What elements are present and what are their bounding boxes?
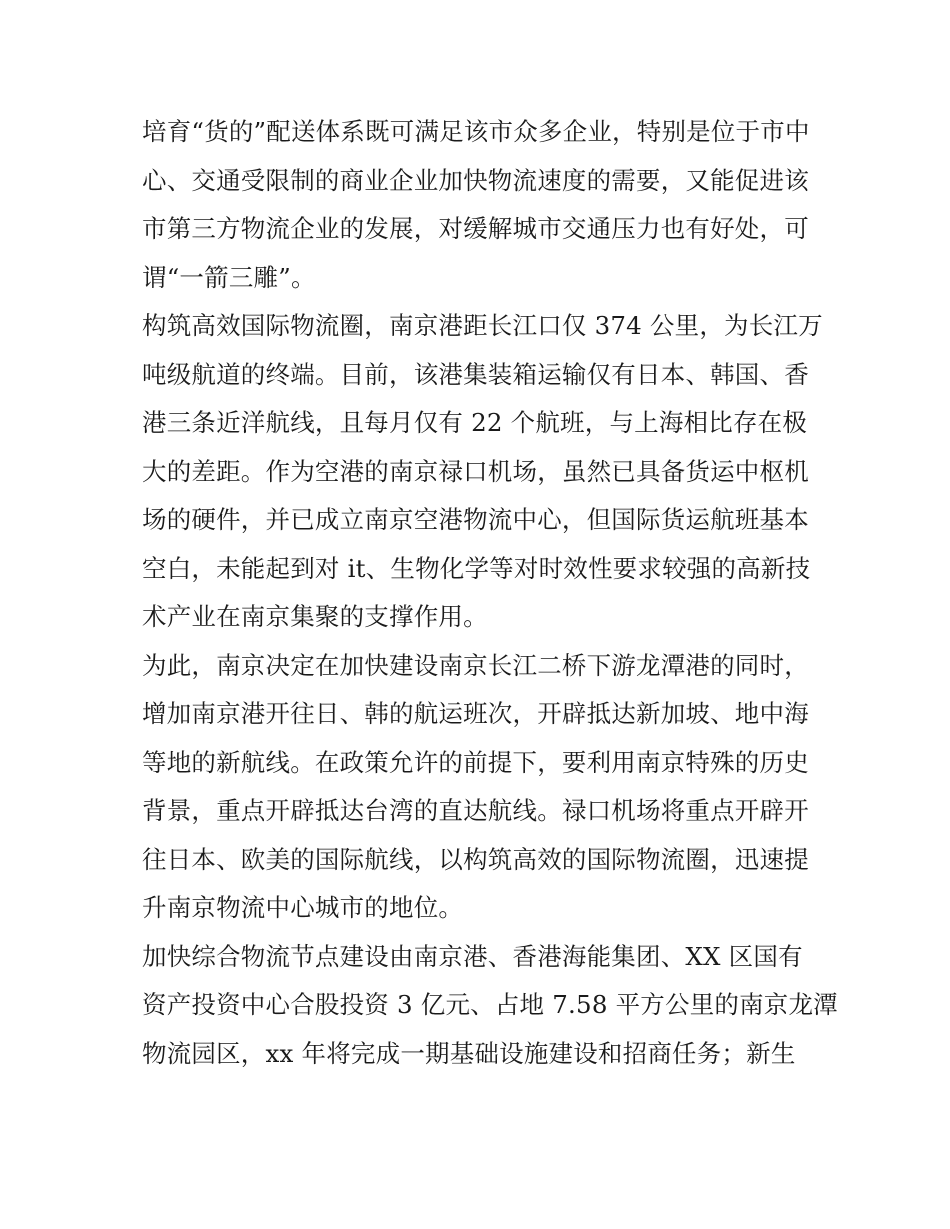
text-line: 构筑高效国际物流圈，南京港距长江口仅 374 公里，为长江万	[142, 311, 823, 340]
text-line: 市第三方物流企业的发展，对缓解城市交通压力也有好处，可	[142, 214, 809, 243]
text-line: 谓“一箭三雕”。	[142, 262, 316, 292]
text-line: 培育“货的”配送体系既可满足该市众多企业，特别是位于市中	[142, 117, 810, 146]
text-line: 背景，重点开辟抵达台湾的直达航线。禄口机场将重点开辟开	[142, 796, 809, 825]
text-line: 为此，南京决定在加快建设南京长江二桥下游龙潭港的同时，	[142, 650, 809, 680]
text-line: 等地的新航线。在政策允许的前提下，要利用南京特殊的历史	[142, 747, 809, 777]
text-line: 升南京物流中心城市的地位。	[142, 893, 464, 922]
text-line: 资产投资中心合股投资 3 亿元、占地 7.58 平方公里的南京龙潭	[142, 990, 838, 1019]
text-line: 往日本、欧美的国际航线，以构筑高效的国际物流圈，迅速提	[142, 844, 809, 874]
paragraph-shipping-routes	[142, 642, 812, 933]
text-line: 大的差距。作为空港的南京禄口机场，虽然已具备货运中枢机	[142, 456, 809, 486]
paragraph-international-logistics	[142, 302, 823, 642]
text-line: 港三条近洋航线，且每月仅有 22 个航班，与上海相比存在极	[142, 408, 808, 437]
text-line: 吨级航道的终端。目前，该港集装箱运输仅有日本、韩国、香	[142, 359, 809, 389]
paragraph-logistics-nodes	[142, 933, 838, 1079]
text-line: 空白，未能起到对 it、生物化学等对时效性要求较强的高新技	[142, 553, 811, 583]
document-body	[142, 108, 838, 1078]
text-line: 物流园区，xx 年将完成一期基础设施建设和招商任务；新生	[142, 1038, 796, 1068]
paragraph-freight-delivery	[142, 108, 812, 302]
text-line: 增加南京港开往日、韩的航运班次，开辟抵达新加坡、地中海	[142, 699, 809, 728]
text-line: 加快综合物流节点建设由南京港、香港海能集团、XX 区国有	[142, 941, 803, 971]
text-line: 心、交通受限制的商业企业加快物流速度的需要，又能促进该	[142, 165, 809, 195]
text-line: 场的硬件，并已成立南京空港物流中心，但国际货运航班基本	[142, 505, 809, 534]
text-line: 术产业在南京集聚的支撑作用。	[142, 602, 488, 631]
